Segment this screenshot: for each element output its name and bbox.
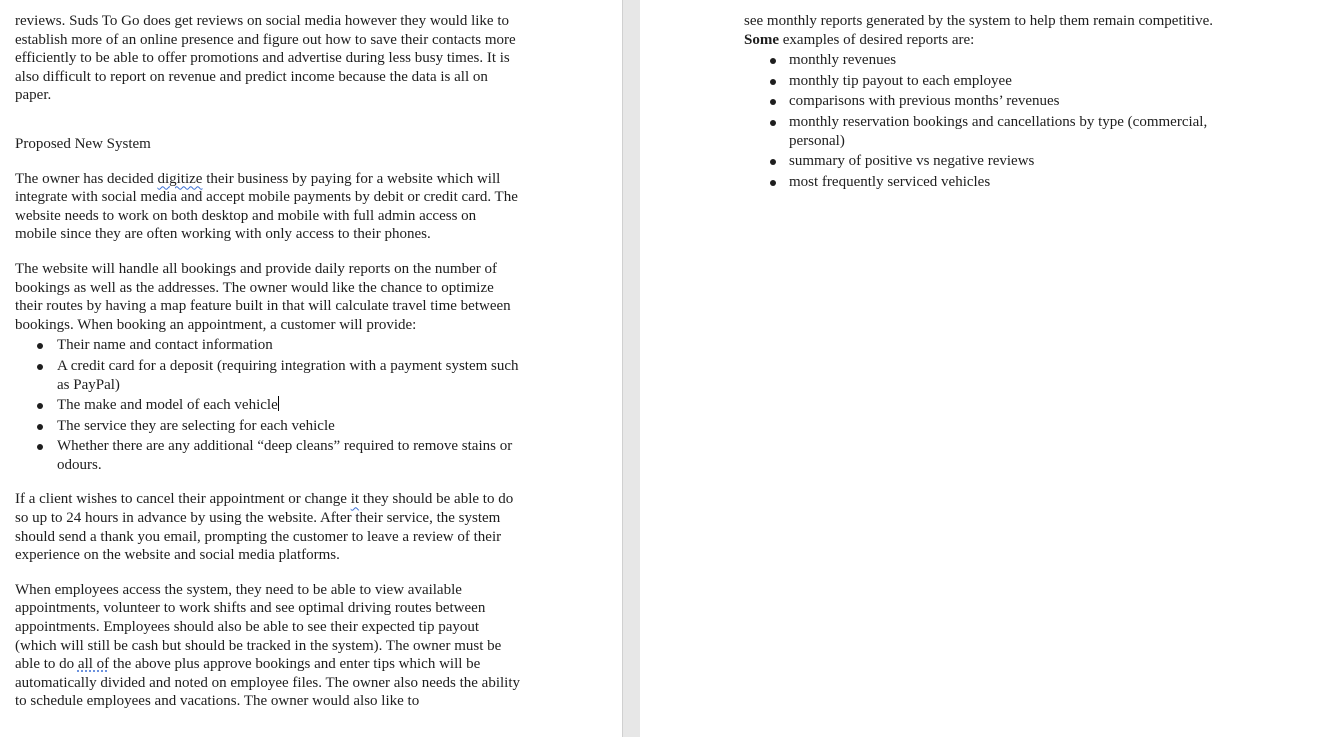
paragraph-owner[interactable] bbox=[15, 170, 520, 244]
paragraph-website[interactable]: The website will handle all bookings and provide daily reports on the number of bookings as well as the addresses. The owner would like the chance to optimize their routes by having a map feature built in that will calculate travel time between bookings. When booking an appointment, a customer will provide: bbox=[15, 260, 511, 333]
booking-list bbox=[15, 336, 520, 474]
text-run: The make and model of each vehicle bbox=[57, 397, 278, 414]
page-separator bbox=[622, 0, 641, 737]
list-item[interactable]: A credit card for a deposit (requiring integration with a payment system such as PayPal) bbox=[15, 357, 520, 394]
document-page-left[interactable] bbox=[0, 0, 622, 737]
page-body-left[interactable] bbox=[15, 12, 520, 711]
list-item[interactable]: summary of positive vs negative reviews bbox=[744, 152, 1264, 171]
paragraph-employees[interactable] bbox=[15, 581, 520, 711]
text-run: they should be able to do so up to 24 hours in advance by using the website. After their service, the system should send a thank you email, prompting the customer to leave a review of their experience on the website and social media platforms. bbox=[15, 491, 514, 564]
paragraph-intro[interactable]: reviews. Suds To Go does get reviews on social media however they would like to establish more of an online presence and figure out how to save their contacts more efficiently to be able to offer promotions and advertise during less busy times. It is also difficult to report on revenue and predict income because the data is all on paper. bbox=[15, 13, 516, 104]
page-body-right[interactable] bbox=[744, 12, 1264, 191]
bold-run: Some bbox=[744, 31, 779, 48]
list-item[interactable]: Whether there are any additional “deep cleans” required to remove stains or odours. bbox=[15, 437, 520, 474]
text-run: their business by paying for a website which will integrate with social media and accept mobile payments by debit or credit card. The website needs to work on both desktop and mobile with full admin access on mobile since they are often working with only access to their phones. bbox=[15, 170, 518, 243]
section-heading[interactable]: Proposed New System bbox=[15, 135, 151, 152]
list-item[interactable]: Their name and contact information bbox=[15, 336, 520, 355]
list-item[interactable]: comparisons with previous months’ revenues bbox=[744, 92, 1264, 111]
text-run: the above plus approve bookings and enter tips which will be automatically divided and noted on employee files. The owner also needs the ability to schedule employees and vacations. The owner would also like to bbox=[15, 656, 520, 710]
text-run: If a client wishes to cancel their appointment or change bbox=[15, 491, 351, 508]
spelling-flag[interactable]: digitize bbox=[157, 170, 203, 187]
text-cursor bbox=[278, 396, 279, 411]
list-item[interactable]: monthly tip payout to each employee bbox=[744, 72, 1264, 91]
list-item[interactable]: monthly reservation bookings and cancellations by type (commercial, personal) bbox=[744, 113, 1264, 150]
list-item[interactable]: The service they are selecting for each vehicle bbox=[15, 417, 520, 436]
text-run: When employees access the system, they need to be able to view available appointments, volunteer to work shifts and see optimal driving routes between appointments. Employees should also be able to see their expected tip payout (which will still be cash but should be tracked in the system). The owner must be able to do bbox=[15, 581, 502, 673]
grammar-flag[interactable]: all of bbox=[77, 656, 110, 673]
grammar-flag[interactable]: it bbox=[350, 491, 360, 508]
document-page-right[interactable] bbox=[640, 0, 1327, 737]
paragraph-continued[interactable]: see monthly reports generated by the system to help them remain competitive. bbox=[744, 13, 1214, 29]
text-run: examples of desired reports are: bbox=[779, 31, 975, 48]
list-item[interactable] bbox=[15, 396, 520, 415]
paragraph-cancel[interactable] bbox=[15, 490, 520, 564]
list-item[interactable]: most frequently serviced vehicles bbox=[744, 173, 1264, 192]
list-item[interactable]: monthly revenues bbox=[744, 51, 1264, 70]
text-run: The owner has decided bbox=[15, 170, 158, 187]
reports-list bbox=[744, 51, 1264, 191]
paragraph-examples[interactable] bbox=[744, 31, 1264, 50]
